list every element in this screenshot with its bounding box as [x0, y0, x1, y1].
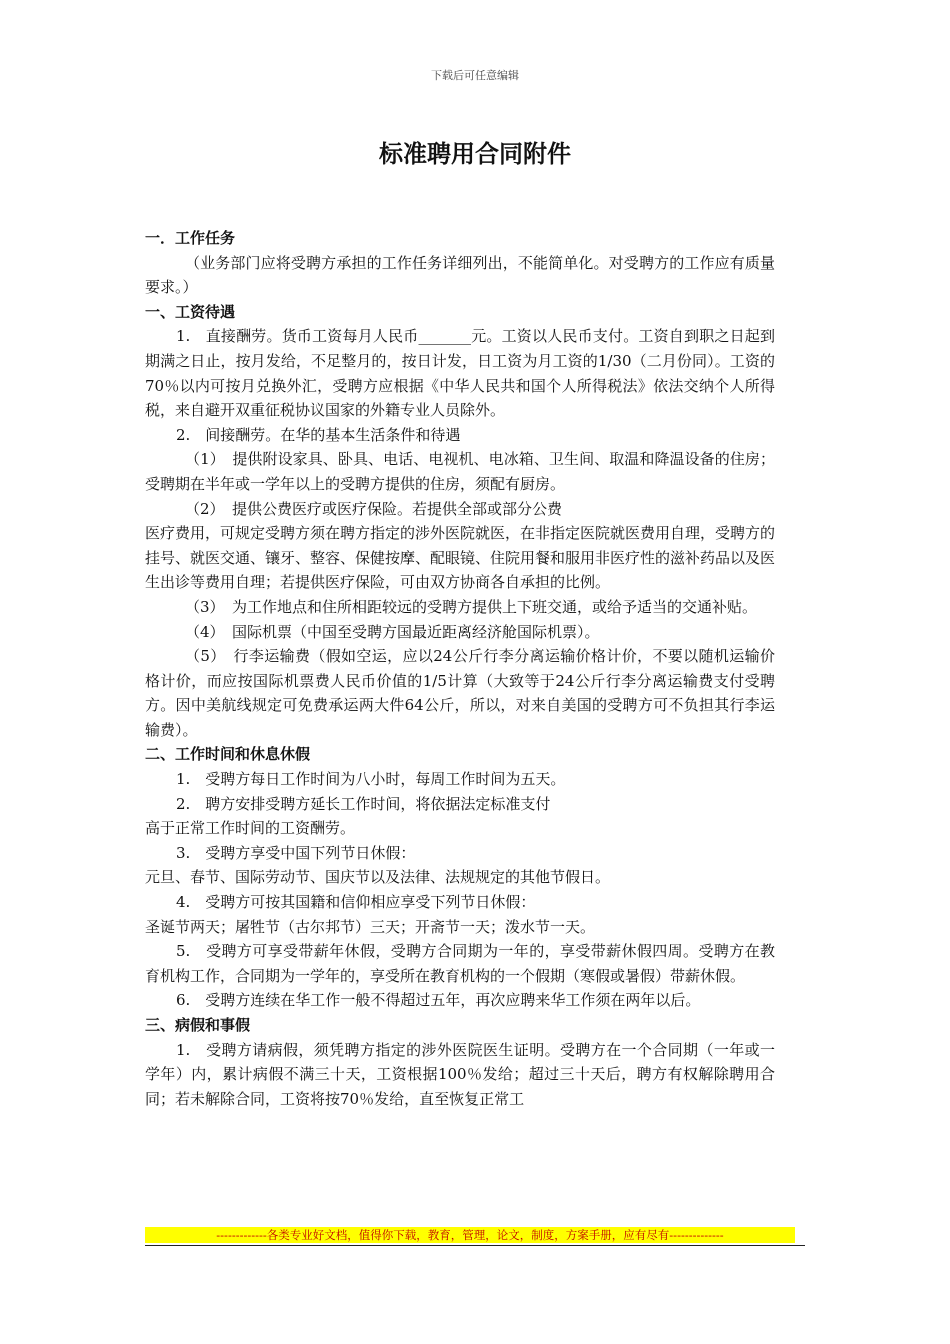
paragraph: 1. 直接酬劳。货币工资每月人民币_______元。工资以人民币支付。工资自到职之日起到期满之日止，按月发给，不足整月的，按日计发，日工资为月工资的1/30（二月份同）。工资的70％以内可按月兑换外汇，受聘方应根据《中华人民共和国个人所得税法》依法交纳个人所得税，来自避开双重征税协议国家的外籍专业人员除外。 — [145, 327, 775, 420]
paragraph: 6. 受聘方连续在华工作一般不得超过五年，再次应聘来华工作须在两年以后。 — [176, 991, 701, 1010]
paragraph: 2. 聘方安排受聘方延长工作时间，将依据法定标准支付 — [176, 794, 551, 813]
footer-banner: -------------各类专业好文档，值得你下载，教育，管理，论文，制度，方案手册，应有尽有-------------- — [145, 1227, 795, 1243]
paragraph: 元旦、春节、国际劳动节、国庆节以及法律、法规规定的其他节假日。 — [145, 868, 611, 887]
paragraph: （2） 提供公费医疗或医疗保险。若提供全部或部分公费 — [185, 499, 563, 518]
paragraph: （4） 国际机票（中国至受聘方国最近距离经济舱国际机票）。 — [185, 622, 600, 641]
page-header: 下载后可任意编辑 — [431, 69, 519, 82]
paragraph: 圣诞节两天；屠牲节（古尔邦节）三天；开斋节一天；泼水节一天。 — [145, 917, 596, 936]
paragraph: 高于正常工作时间的工资酬劳。 — [145, 819, 356, 838]
footer-rule — [145, 1245, 805, 1246]
paragraph: （5） 行李运输费（假如空运，应以24公斤行李分离运输价格计价，不要以随机运输价格计价，而应按国际机票费人民币价值的1/5计算（大致等于24公斤行李分离运输费支付受聘方。因中美航线规定可免费承运两大件64公斤，所以，对来自美国的受聘方可不负担其行李运输费）。 — [145, 647, 775, 739]
paragraph: 医疗费用，可规定受聘方须在聘方指定的涉外医院就医，在非指定医院就医费用自理，受聘方的挂号、就医交通、镶牙、整容、保健按摩、配眼镜、住院用餐和服用非医疗性的滋补药品以及医生出诊等费用自理；若提供医疗保险，可由双方协商各自承担的比例。 — [145, 524, 776, 592]
paragraph: 3. 受聘方享受中国下列节日休假： — [176, 843, 416, 862]
section-heading: 三、病假和事假 — [145, 1016, 251, 1034]
section-heading: 一、工资待遇 — [145, 302, 236, 321]
paragraph: 5. 受聘方可享受带薪年休假，受聘方合同期为一年的，享受带薪休假四周。受聘方在教育机构工作，合同期为一学年的，享受所在教育机构的一个假期（寒假或暑假）带薪休假。 — [145, 942, 775, 985]
section-heading: 一．工作任务 — [145, 229, 236, 247]
document-body — [145, 226, 775, 1111]
section-heading: 二、工作时间和休息休假 — [145, 745, 311, 764]
paragraph: （1） 提供附设家具、卧具、电话、电视机、电冰箱、卫生间、取温和降温设备的住房；受聘期在半年或一学年以上的受聘方提供的住房，须配有厨房。 — [145, 450, 775, 493]
paragraph: 1. 受聘方请病假，须凭聘方指定的涉外医院医生证明。受聘方在一个合同期（一年或一学年）内，累计病假不满三十天，工资根据100％发给；超过三十天后，聘方有权解除聘用合同；若未解除合同，工资将按70％发给，直至恢复正常工 — [145, 1040, 775, 1108]
document-title: 标准聘用合同附件 — [379, 140, 571, 168]
paragraph: 4. 受聘方可按其国籍和信仰相应享受下列节日休假： — [176, 893, 536, 912]
paragraph: 1. 受聘方每日工作时间为八小时，每周工作时间为五天。 — [176, 770, 566, 789]
paragraph: （3） 为工作地点和住所相距较远的受聘方提供上下班交通，或给予适当的交通补贴。 — [185, 597, 758, 616]
paragraph: （业务部门应将受聘方承担的工作任务详细列出，不能简单化。对受聘方的工作应有质量要求。） — [145, 253, 775, 297]
paragraph: 2. 间接酬劳。在华的基本生活条件和待遇 — [176, 425, 461, 444]
